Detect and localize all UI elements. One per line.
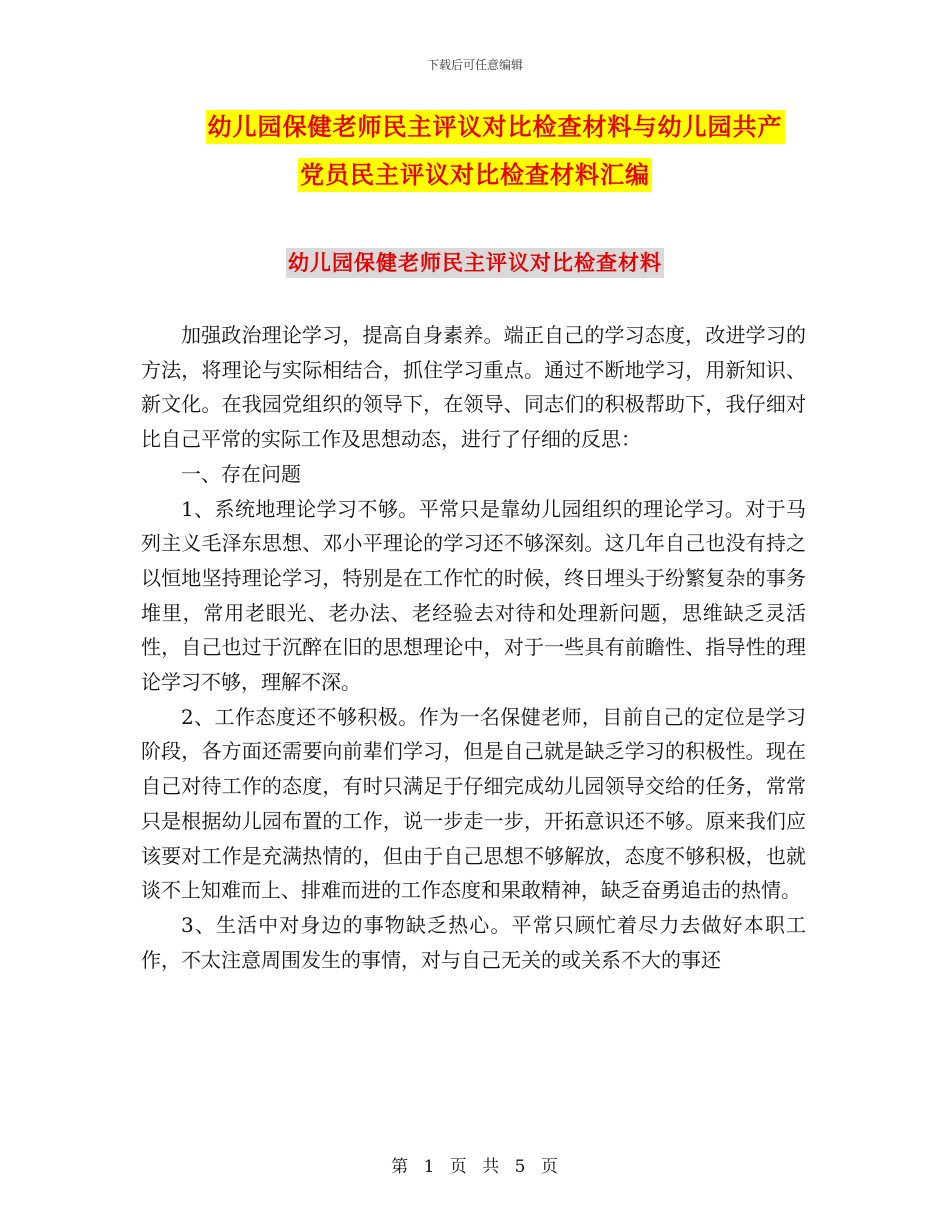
body-text <box>141 318 806 977</box>
footer-total-word: 共 <box>482 1157 501 1177</box>
paragraph-intro: 加强政治理论学习，提高自身素养。端正自己的学习态度，改进学习的方法，将理论与实际相结合，抓住学习重点。通过不断地学习，用新知识、新文化。在我园党组织的领导下，在领导、同志们的积极帮助下，我仔细对比自己平常的实际工作及思想动态，进行了仔细的反思： <box>141 323 806 452</box>
footer-prefix: 第 <box>391 1157 410 1177</box>
paragraph-heading-problems: 一、存在问题 <box>181 461 301 486</box>
document-title <box>0 110 950 206</box>
subtitle-text: 幼儿园保健老师民主评议对比检查材料 <box>286 248 664 278</box>
page-footer <box>0 1152 950 1177</box>
title-line-1: 幼儿园保健老师民主评议对比检查材料与幼儿园共产 <box>206 110 785 144</box>
section-title <box>0 248 950 278</box>
paragraph-item-1: 1、系统地理论学习不够。平常只是靠幼儿园组织的理论学习。对于马列主义毛泽东思想、邓小平理论的学习还不够深刻。这几年自己也没有持之以恒地坚持理论学习，特别是在工作忙的时候，终日埋头于纷繁复杂的事务堆里，常用老眼光、老办法、老经验去对待和处理新问题，思维缺乏灵活性，自己也过于沉醉在旧的思想理论中，对于一些具有前瞻性、指导性的理论学习不够，理解不深。 <box>141 496 806 695</box>
paragraph-item-2: 2、工作态度还不够积极。作为一名保健老师，目前自己的定位是学习阶段，各方面还需要向前辈们学习，但是自己就是缺乏学习的积极性。现在自己对待工作的态度，有时只满足于仔细完成幼儿园领导交给的任务，常常只是根据幼儿园布置的工作，说一步走一步，开拓意识还不够。原来我们应该要对工作是充满热情的，但由于自己思想不够解放，态度不够积极，也就谈不上知难而上、排难而进的工作态度和果敢精神，缺乏奋勇追击的热情。 <box>141 704 806 903</box>
paragraph-item-3: 3、生活中对身边的事物缺乏热心。平常只顾忙着尽力去做好本职工作，不太注意周围发生的事情，对与自己无关的或关系不大的事还 <box>141 912 806 972</box>
footer-page-word: 页 <box>449 1157 468 1177</box>
title-line-2: 党员民主评议对比检查材料汇编 <box>298 158 652 192</box>
footer-total-pages: 5 <box>514 1157 527 1177</box>
footer-suffix: 页 <box>540 1157 559 1177</box>
header-note: 下载后可任意编辑 <box>426 58 523 72</box>
footer-page-number: 1 <box>423 1157 436 1177</box>
